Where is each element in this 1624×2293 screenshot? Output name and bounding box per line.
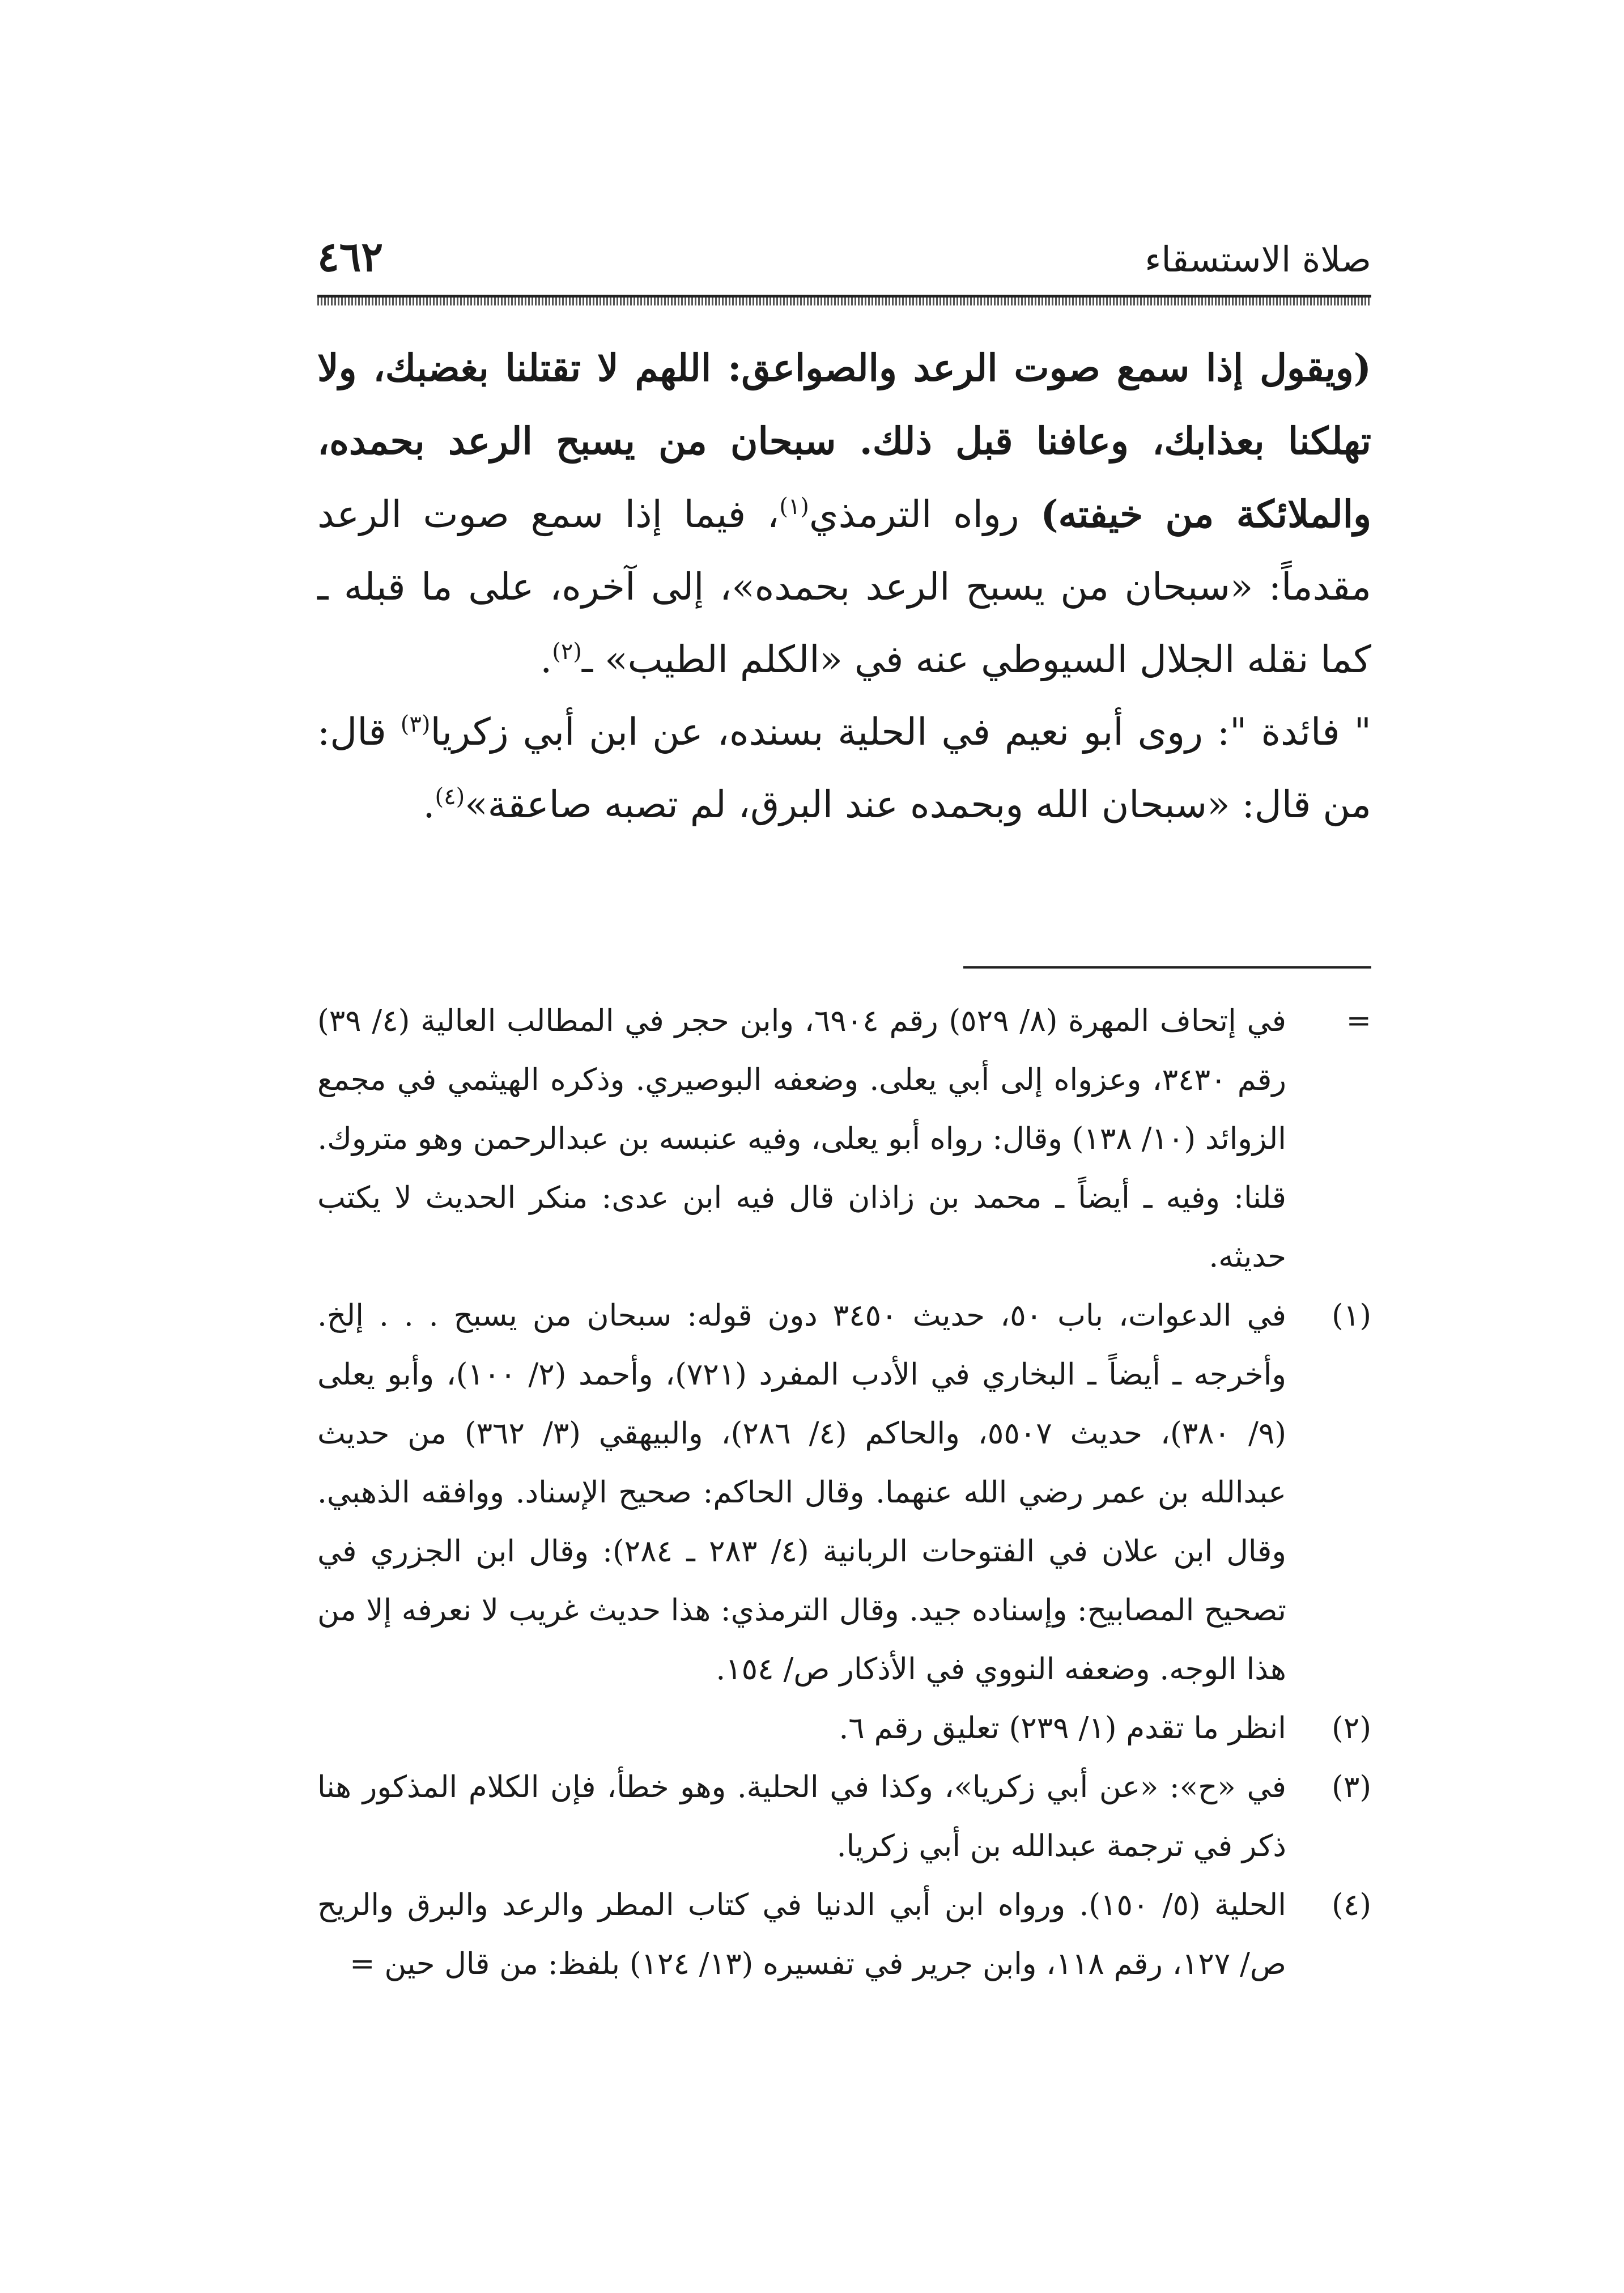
main-text-segment: .	[423, 783, 435, 826]
footnote-mark: (٤)	[1332, 1888, 1371, 1922]
main-paragraph-1	[317, 332, 1371, 696]
footnote-body	[317, 1699, 1286, 1758]
footnote-ref-3: (٣)	[400, 711, 431, 737]
chapter-title: صلاة الاستسقاء	[1145, 239, 1371, 280]
footnote-3	[317, 1758, 1371, 1876]
main-text-segment: .	[540, 638, 552, 681]
footnote-continued	[317, 992, 1371, 1286]
book-page	[317, 0, 1371, 2293]
header-rule	[317, 295, 1371, 305]
footnote-2	[317, 1699, 1371, 1758]
quoted-dua: (ويقول إذا سمع صوت الرعد والصواعق: اللهم لا تقتلنا بغضبك، ولا تهلكنا بعذابك، وعافنا قبل ذلك. سبحان من يسبح الرعد بحمده، والملائكة من خيفته)	[317, 346, 1371, 536]
footnote-mark: =	[1346, 1004, 1371, 1038]
footnote-paragraph: في «ح»: «عن أبي زكريا»، وكذا في الحلية. وهو خطأ، فإن الكلام المذكور هنا ذكر في ترجمة عبدالله بن أبي زكريا.	[317, 1770, 1286, 1863]
footnote-4	[317, 1876, 1371, 1994]
footnote-mark: (١)	[1332, 1298, 1371, 1333]
main-text-segment: ، فيما إذا سمع صوت الرعد مقدماً: «سبحان من يسبح الرعد بحمده»، إلى آخره، على ما قبله ـ كما نقله الجلال السيوطي عنه في «الكلم الطيب» ـ	[317, 492, 1371, 681]
main-text	[317, 332, 1371, 841]
footnote-mark: (٢)	[1332, 1711, 1371, 1746]
page-number: ٤٦٢	[317, 232, 384, 281]
footnote-paragraph: قلنا: وفيه ـ أيضاً ـ محمد بن زاذان قال فيه ابن عدى: منكر الحديث لا يكتب حديثه.	[317, 1181, 1286, 1274]
running-header	[317, 227, 1371, 289]
footnote-1	[317, 1286, 1371, 1699]
footnote-paragraph: في الدعوات، باب ٥٠، حديث ٣٤٥٠ دون قوله: سبحان من يسبح . . . إلخ. وأخرجه ـ أيضاً ـ البخاري في الأدب المفرد (٧٢١)، وأحمد (٢/ ١٠٠)، وأبو يعلى (٩/ ٣٨٠)، حديث ٥٥٠٧، والحاكم (٤/ ٢٨٦)، والبيهقي (٣/ ٣٦٢) من حديث عبدالله بن عمر رضي الله عنهما. وقال الحاكم: صحيح الإسناد. ووافقه الذهبي. وقال ابن علان في الفتوحات الربانية (٤/ ٢٨٣ ـ ٢٨٤): وقال ابن الجزري في تصحيح المصابيح: وإسناده جيد. وقال الترمذي: هذا حديث غريب لا نعرفه إلا من هذا الوجه. وضعفه النووي في الأذكار ص/ ١٥٤.	[317, 1298, 1287, 1687]
footnote-body	[317, 1876, 1286, 1994]
footnotes	[317, 992, 1371, 1994]
footnote-body	[317, 992, 1286, 1286]
footnote-paragraph: في إتحاف المهرة (٨/ ٥٢٩) رقم ٦٩٠٤، وابن حجر في المطالب العالية (٤/ ٣٩) رقم ٣٤٣٠، وعزواه إلى أبي يعلى. وضعفه البوصيري. وذكره الهيثمي في مجمع الزوائد (١٠/ ١٣٨) وقال: رواه أبو يعلى، وفيه عنبسه بن عبدالرحمن وهو متروك.	[317, 1004, 1286, 1156]
footnote-ref-2: (٢)	[552, 639, 582, 665]
footnote-ref-1: (١)	[779, 494, 809, 520]
footnote-mark: (٣)	[1332, 1770, 1371, 1804]
footnote-ref-4: (٤)	[435, 784, 465, 810]
footnote-paragraph: انظر ما تقدم (١/ ٢٣٩) تعليق رقم ٦.	[839, 1711, 1286, 1746]
footnote-body	[317, 1758, 1286, 1876]
main-paragraph-2	[317, 696, 1371, 841]
main-text-segment: قال: من قال: «سبحان الله وبحمده عند البرق، لم تصبه صاعقة»	[317, 710, 1371, 826]
footnote-paragraph: الحلية (٥/ ١٥٠). ورواه ابن أبي الدنيا في كتاب المطر والرعد والبرق والريح ص/ ١٢٧، رقم ١١٨، وابن جرير في تفسيره (١٣/ ١٢٤) بلفظ: من قال حين =	[317, 1888, 1286, 1981]
footnote-body	[317, 1286, 1286, 1699]
footnote-separator	[963, 966, 1371, 969]
main-text-segment: " فائدة ": روى أبو نعيم في الحلية بسنده، عن ابن أبي زكريا	[430, 710, 1371, 754]
main-text-segment: رواه الترمذي	[809, 492, 1041, 536]
